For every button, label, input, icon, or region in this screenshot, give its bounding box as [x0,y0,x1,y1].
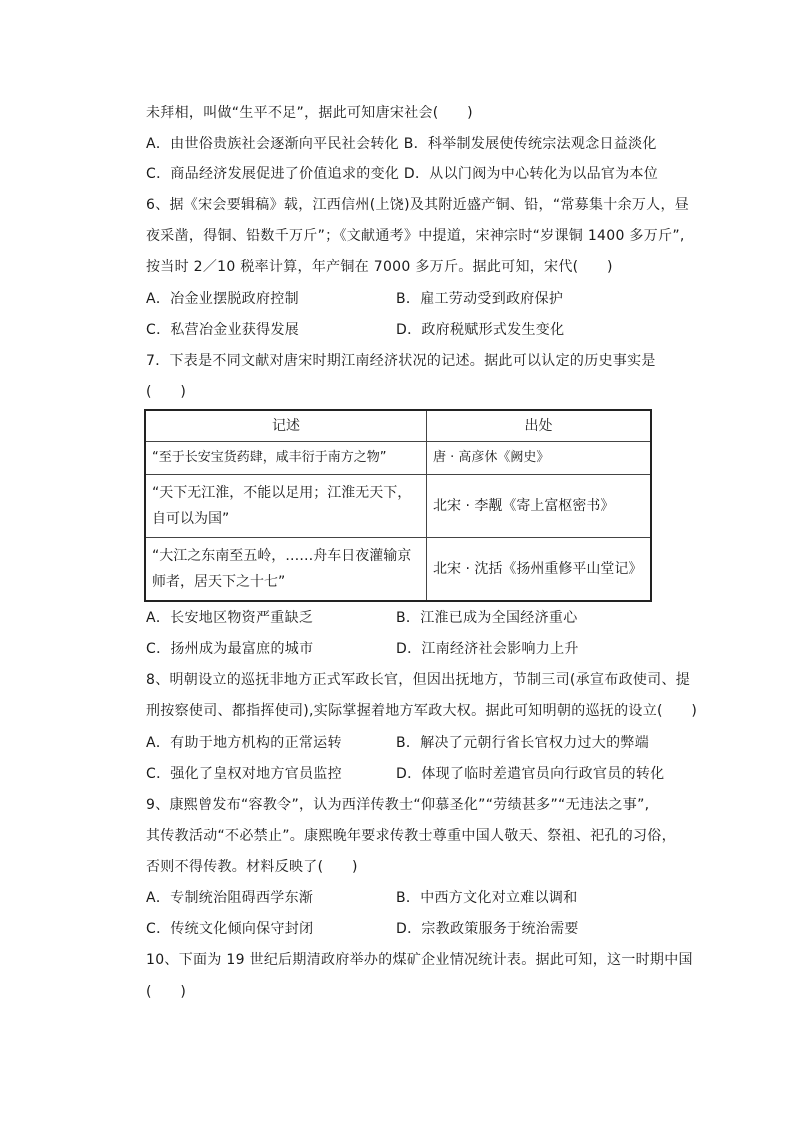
q10-stem-line-1: 10、下面为 19 世纪后期清政府举办的煤矿企业情况统计表。据此可知，这一时期中国 [146,952,693,968]
q9-stem-line-3: 否则不得传教。材料反映了( ) [146,859,358,875]
q8-stem-line-1: 8、明朝设立的巡抚非地方正式军政长官，但因出抚地方，节制三司(承宣布政使司、提 [146,672,691,688]
table-cell-record [145,475,427,538]
q9-stem-line-2: 其传教活动“不必禁止”。康熙晚年要求传教士尊重中国人敬天、祭祖、祀孔的习俗， [146,828,676,844]
q7-stem-line-2: ( ) [146,384,187,400]
q8-option-d: D．体现了临时差遣官员向行政官员的转化 [396,766,665,782]
q5-option-ab: A．由世俗贵族社会逐渐向平民社会转化 B．科举制发展使传统宗法观念日益淡化 [146,136,657,152]
q7-option-c: C．扬州成为最富庶的城市 [146,641,314,657]
table-row [145,442,651,475]
q8-option-a: A．有助于地方机构的正常运转 [146,735,342,751]
record-line-2: 自可以为国” [152,511,230,527]
q7-option-a: A．长安地区物资严重缺乏 [146,610,314,626]
record-line-1: “大江之东南至五岭，……舟车日夜灌输京 [152,548,412,564]
table-header-source: 出处 [427,410,652,442]
table-row [145,475,651,538]
q6-stem-line-1: 6、据《宋会要辑稿》载，江西信州(上饶)及其附近盛产铜、铅，“常募集十余万人，昼 [146,197,690,213]
q8-option-c: C．强化了皇权对地方官员监控 [146,766,342,782]
q9-option-a: A．专制统治阻碍西学东渐 [146,890,314,906]
q5-option-cd: C．商品经济发展促进了价值追求的变化 D．从以门阀为中心转化为以品官为本位 [146,166,659,182]
record-line-1: “天下无江淮，不能以足用；江淮无天下， [152,485,412,501]
q7-option-d: D．江南经济社会影响力上升 [396,641,579,657]
q10-stem-line-2: ( ) [146,984,187,1000]
q6-option-b: B．雇工劳动受到政府保护 [396,291,564,307]
q6-option-a: A．冶金业摆脱政府控制 [146,291,299,307]
q9-stem-line-1: 9、康熙曾发布“容教令”，认为西洋传教士“仰慕圣化”“劳绩甚多”“无违法之事”, [146,797,650,813]
table-row [145,538,651,602]
q6-option-d: D．政府税赋形式发生变化 [396,322,565,338]
table-header-row [145,410,651,442]
q9-option-c: C．传统文化倾向保守封闭 [146,921,314,937]
table-cell-source: 唐 · 高彦休《阙史》 [427,442,652,475]
q8-stem-line-2: 刑按察使司、都指挥使司),实际掌握着地方军政大权。据此可知明朝的巡抚的设立( ) [146,703,698,719]
q7-option-b: B．江淮已成为全国经济重心 [396,610,578,626]
q8-option-b: B．解决了元朝行省长官权力过大的弊端 [396,735,650,751]
q6-option-c: C．私营冶金业获得发展 [146,322,300,338]
record-line-2: 师者，居天下之十七” [152,574,286,590]
table-cell-record: “至于长安宝货药肆，咸丰衍于南方之物” [145,442,427,475]
q5-stem-tail: 未拜相，叫做“生平不足”，据此可知唐宋社会( ) [146,105,473,121]
q6-stem-line-3: 按当时 2／10 税率计算，年产铜在 7000 多万斤。据此可知，宋代( ) [146,259,613,275]
q7-records-table [144,409,652,602]
q9-option-d: D．宗教政策服务于统治需要 [396,921,579,937]
table-cell-source: 北宋 · 李觏《寄上富枢密书》 [427,475,652,538]
q7-stem-line-1: 7．下表是不同文献对唐宋时期江南经济状况的记述。据此可以认定的历史事实是 [146,353,656,369]
table-header-record: 记述 [145,410,427,442]
table-cell-record [145,538,427,602]
q6-stem-line-2: 夜采凿，得铜、铅数千万斤”；《文献通考》中提道，宋神宗时“岁课铜 1400 多万斤”, [146,228,685,244]
table-cell-source: 北宋 · 沈括《扬州重修平山堂记》 [427,538,652,602]
q9-option-b: B．中西方文化对立难以调和 [396,890,578,906]
